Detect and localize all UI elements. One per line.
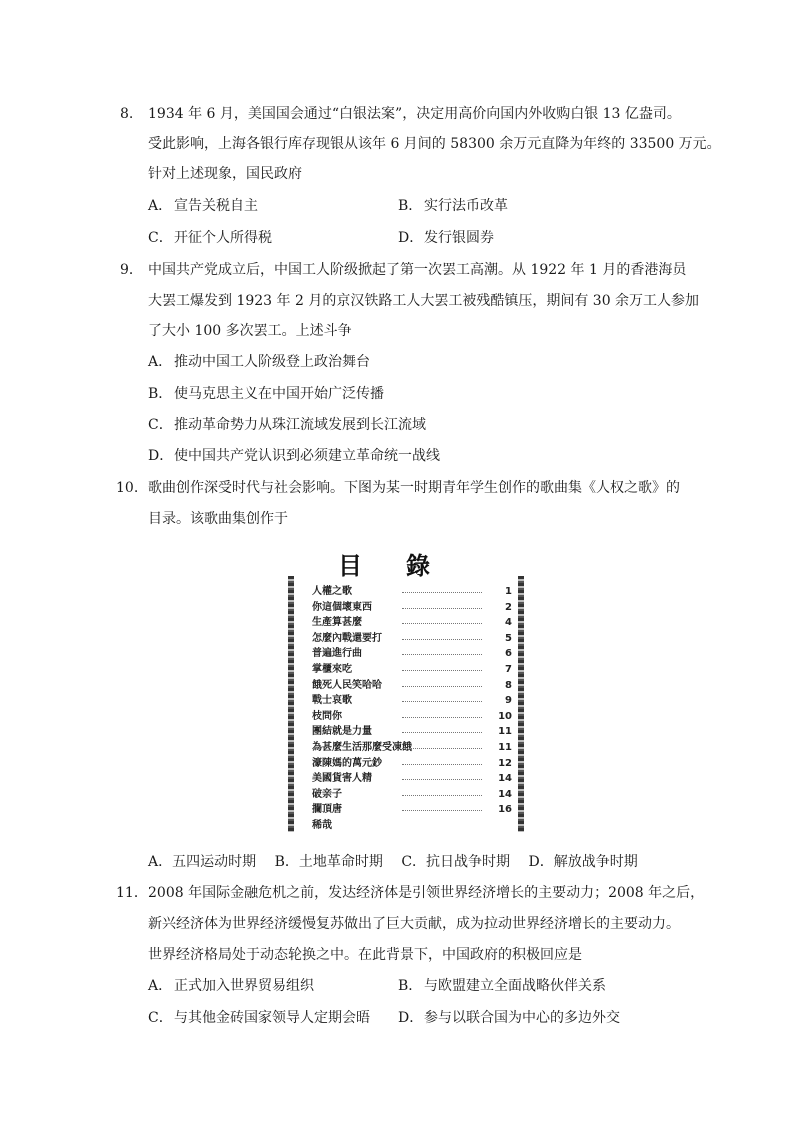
- toc-leader-dots: [402, 795, 482, 796]
- toc-entry-page: 4: [505, 617, 512, 629]
- option-text: 开征个人所得税: [174, 230, 272, 246]
- toc-entry: [312, 678, 512, 693]
- q11-stem-line-1: 2008 年国际金融危机之前，发达经济体是引领世界经济增长的主要动力；2008 年之后，: [148, 885, 705, 901]
- toc-entry: [312, 646, 512, 661]
- toc-entry: [312, 662, 512, 677]
- option-letter: A．: [148, 198, 173, 214]
- toc-entry-page: 16: [498, 804, 512, 816]
- option-letter: D．: [398, 1010, 424, 1026]
- option-text: 与其他金砖国家领导人定期会晤: [174, 1010, 370, 1026]
- option-letter: C．: [401, 854, 427, 870]
- toc-leader-dots: [402, 748, 482, 749]
- q10-option-a: [148, 854, 256, 870]
- q10-stem-line-1: 歌曲创作深受时代与社会影响。下图为某一时期青年学生创作的歌曲集《人权之歌》的: [148, 480, 680, 496]
- q8-option-b: [398, 196, 508, 216]
- q8-stem-line-2: 受此影响，上海各银行库存现银从该年 6 月间的 58300 余万元直降为年终的 33500 万元。: [148, 136, 721, 152]
- option-text: 发行银圆券: [424, 230, 494, 246]
- toc-entry-title: 為甚麼生活那麼受凍餓: [312, 742, 412, 753]
- toc-entry: [312, 771, 512, 786]
- q8-option-d: [398, 228, 494, 248]
- q9-option-a: [148, 352, 370, 372]
- toc-entry-page: 11: [498, 742, 512, 753]
- option-letter: B．: [274, 854, 299, 870]
- toc-entry-title: 你這個壞東西: [312, 601, 372, 613]
- option-letter: C．: [148, 230, 173, 246]
- toc-right-border: [518, 576, 524, 832]
- option-letter: B．: [398, 198, 423, 214]
- toc-entry-title: 戰士哀歌: [312, 695, 352, 707]
- option-text: 使中国共产党认识到必须建立革命统一战线: [174, 448, 440, 464]
- toc-entry: [312, 709, 512, 724]
- q11-option-a: [148, 976, 314, 996]
- q11-option-b: [398, 976, 606, 996]
- option-letter: D．: [148, 448, 174, 464]
- option-letter: D．: [528, 854, 554, 870]
- q8-option-c: [148, 228, 272, 248]
- toc-entry: [312, 740, 512, 755]
- toc-entry-page: 1: [505, 586, 512, 597]
- toc-leader-dots: [402, 686, 482, 687]
- toc-entry-page: 6: [505, 648, 512, 660]
- toc-left-border: [288, 576, 294, 832]
- toc-leader-dots: [402, 701, 482, 702]
- q9-option-d: [148, 446, 440, 466]
- q8-option-a: [148, 196, 258, 216]
- toc-entry: [312, 818, 512, 833]
- option-text: 实行法币改革: [424, 198, 508, 214]
- toc-leader-dots: [402, 779, 482, 780]
- toc-entry-page: 9: [505, 695, 512, 707]
- toc-entry-title: 枝問你: [312, 710, 342, 722]
- q10-number: 10.: [116, 480, 139, 496]
- option-text: 与欧盟建立全面战略伙伴关系: [424, 978, 606, 994]
- q11-option-c: [148, 1008, 370, 1028]
- toc-entry: [312, 600, 512, 615]
- toc-entry-page: 14: [498, 788, 512, 800]
- toc-leader-dots: [402, 732, 482, 733]
- option-text: 宣告关税自主: [174, 198, 258, 214]
- toc-leader-dots: [402, 639, 482, 640]
- toc-entry: [312, 724, 512, 739]
- option-letter: A．: [148, 854, 173, 870]
- q9-number: 9．: [120, 262, 143, 278]
- toc-entry-title: 破亲子: [312, 788, 342, 800]
- toc-entry-title: 團結就是力量: [312, 726, 372, 738]
- option-text: 正式加入世界贸易组织: [174, 978, 314, 994]
- toc-entry-page: 8: [505, 679, 512, 691]
- q10-options: [148, 852, 652, 872]
- option-letter: B．: [398, 978, 423, 994]
- toc-entry-page: 14: [498, 773, 512, 785]
- toc-entry-title: 生產算甚麼: [312, 617, 362, 629]
- toc-entry-title: 攔頂唐: [312, 804, 342, 816]
- toc-leader-dots: [402, 654, 482, 655]
- toc-entry-page: 2: [505, 601, 512, 613]
- toc-leader-dots: [402, 717, 482, 718]
- option-text: 推动革命势力从珠江流域发展到长江流域: [174, 417, 426, 433]
- toc-entry-page: 5: [505, 632, 512, 644]
- option-text: 五四运动时期: [172, 854, 257, 870]
- option-text: 参与以联合国为中心的多边外交: [424, 1010, 620, 1026]
- option-text: 土地革命时期: [298, 854, 383, 870]
- toc-entry: [312, 756, 512, 771]
- songbook-toc-image: [286, 540, 526, 836]
- toc-entry-title: 普遍進行曲: [312, 648, 362, 660]
- option-letter: B．: [148, 386, 173, 402]
- toc-entry: [312, 584, 512, 599]
- toc-title: 目錄: [338, 552, 474, 580]
- toc-leader-dots: [402, 810, 482, 811]
- option-text: 使马克思主义在中国开始广泛传播: [174, 386, 384, 402]
- option-text: 解放战争时期: [553, 854, 638, 870]
- toc-leader-dots: [402, 764, 482, 765]
- q9-option-b: [148, 384, 384, 404]
- toc-entry-title: 怎麼內戰還要打: [312, 632, 382, 644]
- q10-option-d: [529, 854, 638, 870]
- q9-stem-line-1: 中国共产党成立后，中国工人阶级掀起了第一次罢工高潮。从 1922 年 1 月的香港海员: [148, 262, 687, 278]
- q9-stem-line-2: 大罢工爆发到 1923 年 2 月的京汉铁路工人大罢工被残酷镇压，期间有 30 余万工人参加: [148, 293, 700, 309]
- q8-stem-line-3: 针对上述现象，国民政府: [148, 166, 302, 182]
- toc-entry: [312, 615, 512, 630]
- toc-entry-page: 10: [498, 710, 512, 722]
- option-letter: A．: [148, 978, 173, 994]
- option-letter: D．: [398, 230, 424, 246]
- option-letter: C．: [148, 1010, 173, 1026]
- toc-leader-dots: [402, 670, 482, 671]
- q8-stem-line-1: 1934 年 6 月，美国国会通过“白银法案”，决定用高价向国内外收购白银 13 亿盎司。: [148, 106, 681, 122]
- q11-option-d: [398, 1008, 620, 1028]
- toc-entry-title: 稀哉: [312, 820, 332, 831]
- q11-number: 11．: [116, 885, 148, 901]
- q10-stem-line-2: 目录。该歌曲集创作于: [148, 511, 288, 527]
- toc-entry-page: 11: [498, 726, 512, 738]
- option-letter: A．: [148, 354, 173, 370]
- q9-stem-line-3: 了大小 100 多次罢工。上述斗争: [148, 323, 352, 339]
- toc-entry-title: 餓死人民笑哈哈: [312, 679, 382, 691]
- toc-entry: [312, 631, 512, 646]
- q11-stem-line-2: 新兴经济体为世界经济缓慢复苏做出了巨大贡献，成为拉动世界经济增长的主要动力。: [148, 916, 680, 932]
- toc-entry: [312, 787, 512, 802]
- toc-leader-dots: [402, 608, 482, 609]
- toc-entry: [312, 693, 512, 708]
- q8-number: 8.: [120, 106, 134, 122]
- toc-entry-title: 美國貨害人精: [312, 773, 372, 785]
- toc-entry-title: 人權之歌: [312, 586, 352, 597]
- toc-leader-dots: [402, 592, 482, 593]
- toc-entry: [312, 802, 512, 817]
- toc-entry-page: 7: [505, 664, 512, 675]
- toc-entry-title: 掌櫃來吃: [312, 664, 352, 675]
- toc-entry-title: 濠陳媽的萬元鈔: [312, 757, 382, 769]
- option-letter: C．: [148, 417, 173, 433]
- option-text: 抗日战争时期: [426, 854, 511, 870]
- toc-entry-page: 12: [498, 757, 512, 769]
- q10-option-c: [401, 854, 510, 870]
- q11-stem-line-3: 世界经济格局处于动态轮换之中。在此背景下，中国政府的积极回应是: [148, 947, 582, 963]
- option-text: 推动中国工人阶级登上政治舞台: [174, 354, 370, 370]
- q10-option-b: [275, 854, 383, 870]
- q9-option-c: [148, 415, 426, 435]
- toc-leader-dots: [402, 623, 482, 624]
